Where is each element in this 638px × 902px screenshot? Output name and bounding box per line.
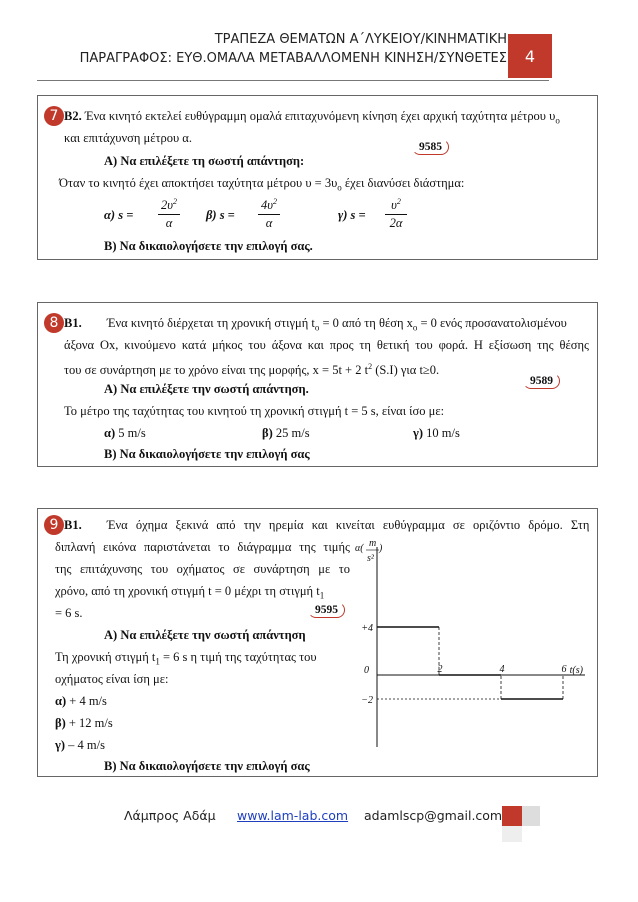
question-9-line3: της επιτάχυνσης του οχήματος σε συνάρτηση με το	[55, 562, 350, 576]
origin-label: 0	[364, 665, 369, 676]
question-7-question-post: έχει διανύσει διάστημα:	[341, 176, 465, 190]
x-tick-4: 4	[499, 664, 505, 675]
q8-line1-a: Ένα κινητό διέρχεται τη χρονική στιγμή t	[106, 316, 315, 330]
question-8-number: 8	[44, 313, 64, 333]
x-tick-6: 6	[561, 664, 567, 675]
q7-a-num: 2υ	[161, 198, 173, 213]
y-axis-label-a: α(	[355, 543, 364, 554]
question-8-line2: άξονα Οx, κινούμενο κατά μήκος του άξονα και προς τη θετική του φορά. Η εξίσωση της θέσης	[64, 338, 589, 352]
q8-line1-c: = 0 ενός προσανατολισμένου	[417, 316, 567, 330]
footer-square-grey-1	[522, 806, 540, 826]
q9-opt-c: – 4 m/s	[65, 738, 105, 752]
q8-opt-b-label: β)	[262, 426, 273, 440]
question-8-part-b: Β) Να δικαιολογήσετε την επιλογή σας	[104, 447, 310, 461]
question-7-line2: και επιτάχυνση μέτρου α.	[64, 131, 192, 145]
question-8-label: Β1.	[64, 316, 82, 330]
q8-opt-a-label: α)	[104, 426, 116, 440]
y-axis-label-unit-num: m	[369, 538, 377, 549]
footer-author: Λάμπρος Αδάμ	[124, 808, 216, 823]
q9-opt-a-label: α)	[55, 694, 67, 708]
header-subtitle: ΠΑΡΑΓΡΑΦΟΣ: ΕΥΘ.ΟΜΑΛΑ ΜΕΤΑΒΑΛΛΟΜΕΝΗ ΚΙΝΗΣΗ/ΣΥΝΘΕΤΕΣ	[79, 51, 507, 66]
question-7-code: 9585	[412, 139, 449, 155]
question-9-line5: = 6 s.	[55, 606, 83, 620]
question-7-option-c-fraction	[385, 197, 407, 231]
question-7-line1	[64, 108, 560, 129]
q8-opt-b: 25 m/s	[272, 426, 310, 440]
question-8-line1	[64, 315, 589, 336]
q9-q1-sub: 1	[155, 656, 160, 667]
x-axis-label: t(s)	[569, 665, 583, 676]
q8-opt-c-label: γ)	[413, 426, 424, 440]
question-9-option-a[interactable]	[55, 693, 107, 709]
question-8-line3	[64, 359, 439, 378]
q7-opt-c: γ) s =	[338, 208, 366, 222]
question-7-part-b: Β) Να δικαιολογήσετε την επιλογή σας.	[104, 239, 313, 253]
footer-square-grey-2	[502, 826, 522, 842]
question-7-option-b-label[interactable]	[206, 207, 235, 223]
page-number-badge: 4	[508, 34, 552, 78]
question-7-option-a-fraction	[158, 197, 180, 231]
q8-opt-c: 10 m/s	[423, 426, 460, 440]
q9-opt-b: + 12 m/s	[65, 716, 113, 730]
q7-b-sup: 2	[273, 197, 277, 206]
q8-line3-sup: 2	[368, 362, 373, 371]
x-tick-2: 2	[437, 664, 443, 675]
question-9-code: 9595	[308, 602, 345, 618]
header-title: ΤΡΑΠΕΖΑ ΘΕΜΑΤΩΝ Α΄ΛΥΚΕΙΟΥ/ΚΙΝΗΜΑΤΙΚΗ	[214, 32, 507, 47]
question-8-option-b[interactable]	[262, 425, 310, 441]
y-axis-label-unit-den: s²	[367, 553, 374, 564]
y-tick-neg2: −2	[361, 695, 373, 706]
question-9-number: 9	[44, 515, 64, 535]
header-rule	[37, 80, 549, 81]
q9-q1-text: Τη χρονική στιγμή t	[55, 650, 156, 664]
q8-line3-post: (S.I) για t≥0.	[372, 363, 440, 378]
question-8-code: 9589	[523, 373, 560, 389]
question-9-part-b: Β) Να δικαιολογήσετε την επιλογή σας	[104, 759, 310, 773]
question-9-question-2: οχήματος είναι ίση με:	[55, 672, 169, 686]
q7-a-den: α	[165, 216, 173, 231]
question-8-option-a[interactable]	[104, 425, 146, 441]
question-8-part-a: Α) Να επιλέξετε την σωστή απάντηση.	[104, 382, 309, 396]
q7-c-den: 2α	[389, 216, 403, 231]
question-7-sub: ο	[555, 115, 560, 126]
question-9-line1	[64, 517, 589, 533]
question-7-option-a-label[interactable]	[104, 207, 133, 223]
q9-line4-sub: 1	[319, 590, 325, 601]
q9-q1-post: = 6 s η τιμή της ταχύτητας του	[159, 650, 317, 664]
q8-sub-2: ο	[412, 322, 418, 333]
q7-c-num: υ	[391, 198, 397, 213]
q7-c-sup: 2	[396, 197, 401, 206]
footer-website-link[interactable]: www.lam-lab.com	[237, 808, 349, 823]
question-7-option-b-fraction	[258, 197, 280, 231]
question-7-question	[59, 175, 464, 196]
question-9-line4	[55, 583, 324, 604]
q7-a-sup: 2	[173, 197, 177, 206]
q7-opt-a: α) s =	[104, 208, 134, 222]
question-7-part-a: Α) Να επιλέξετε τη σωστή απάντηση:	[104, 154, 305, 168]
q8-line1-b: = 0 από τη θέση x	[319, 316, 413, 330]
question-9-part-a: Α) Να επιλέξετε την σωστή απάντηση	[104, 628, 306, 642]
question-9-option-c[interactable]	[55, 737, 105, 753]
q9-line4-text: χρόνο, από τη χρονική στιγμή t = 0 μέχρι τη στιγμή t	[55, 584, 320, 598]
q9-opt-b-label: β)	[55, 716, 66, 730]
question-9-line2: διπλανή εικόνα παριστάνεται το διάγραμμα της τιμής	[55, 540, 350, 554]
question-8-question: Το μέτρο της ταχύτητας του κινητού τη χρονική στιγμή t = 5 s, είναι ίσο με:	[64, 404, 445, 418]
footer-square-red	[502, 806, 522, 826]
question-9-label: Β1.	[64, 518, 82, 532]
question-7-question-sub: ο	[337, 182, 342, 193]
question-7-text-1: Ένα κινητό εκτελεί ευθύγραμμη ομαλά επιταχυνόμενη κίνηση έχει αρχική ταχύτητα μέτρου υ	[84, 109, 556, 123]
question-7-question-pre: Όταν το κινητό έχει αποκτήσει ταχύτητα μέτρου υ = 3υ	[59, 176, 338, 190]
q8-opt-a: 5 m/s	[115, 426, 146, 440]
question-9-question-1	[55, 649, 317, 670]
q7-b-den: α	[265, 216, 273, 231]
footer-email[interactable]: adamlscp@gmail.com	[364, 808, 503, 823]
acceleration-time-graph	[355, 535, 590, 755]
question-9-option-b[interactable]	[55, 715, 113, 731]
y-axis-label-close: )	[379, 543, 383, 554]
question-7-option-c-label[interactable]	[338, 207, 366, 223]
y-tick-pos4: +4	[361, 623, 373, 634]
q9-opt-a: + 4 m/s	[66, 694, 107, 708]
q8-sub-1: ο	[314, 322, 320, 333]
question-8-option-c[interactable]	[413, 425, 460, 441]
question-7-number: 7	[44, 106, 64, 126]
q9-opt-c-label: γ)	[55, 738, 66, 752]
q7-opt-b: β) s =	[206, 208, 235, 222]
q7-b-num: 4υ	[261, 198, 273, 213]
q8-line3-pre: του σε συνάρτηση με το χρόνο είναι της μορφής, x = 5t + 2 t	[64, 363, 369, 378]
question-7-label: Β2.	[64, 109, 82, 123]
q9-line1-text: Ένα όχημα ξεκινά από την ηρεμία και κινείται ευθύγραμμα σε οριζόντιο δρόμο. Στη	[106, 518, 590, 532]
